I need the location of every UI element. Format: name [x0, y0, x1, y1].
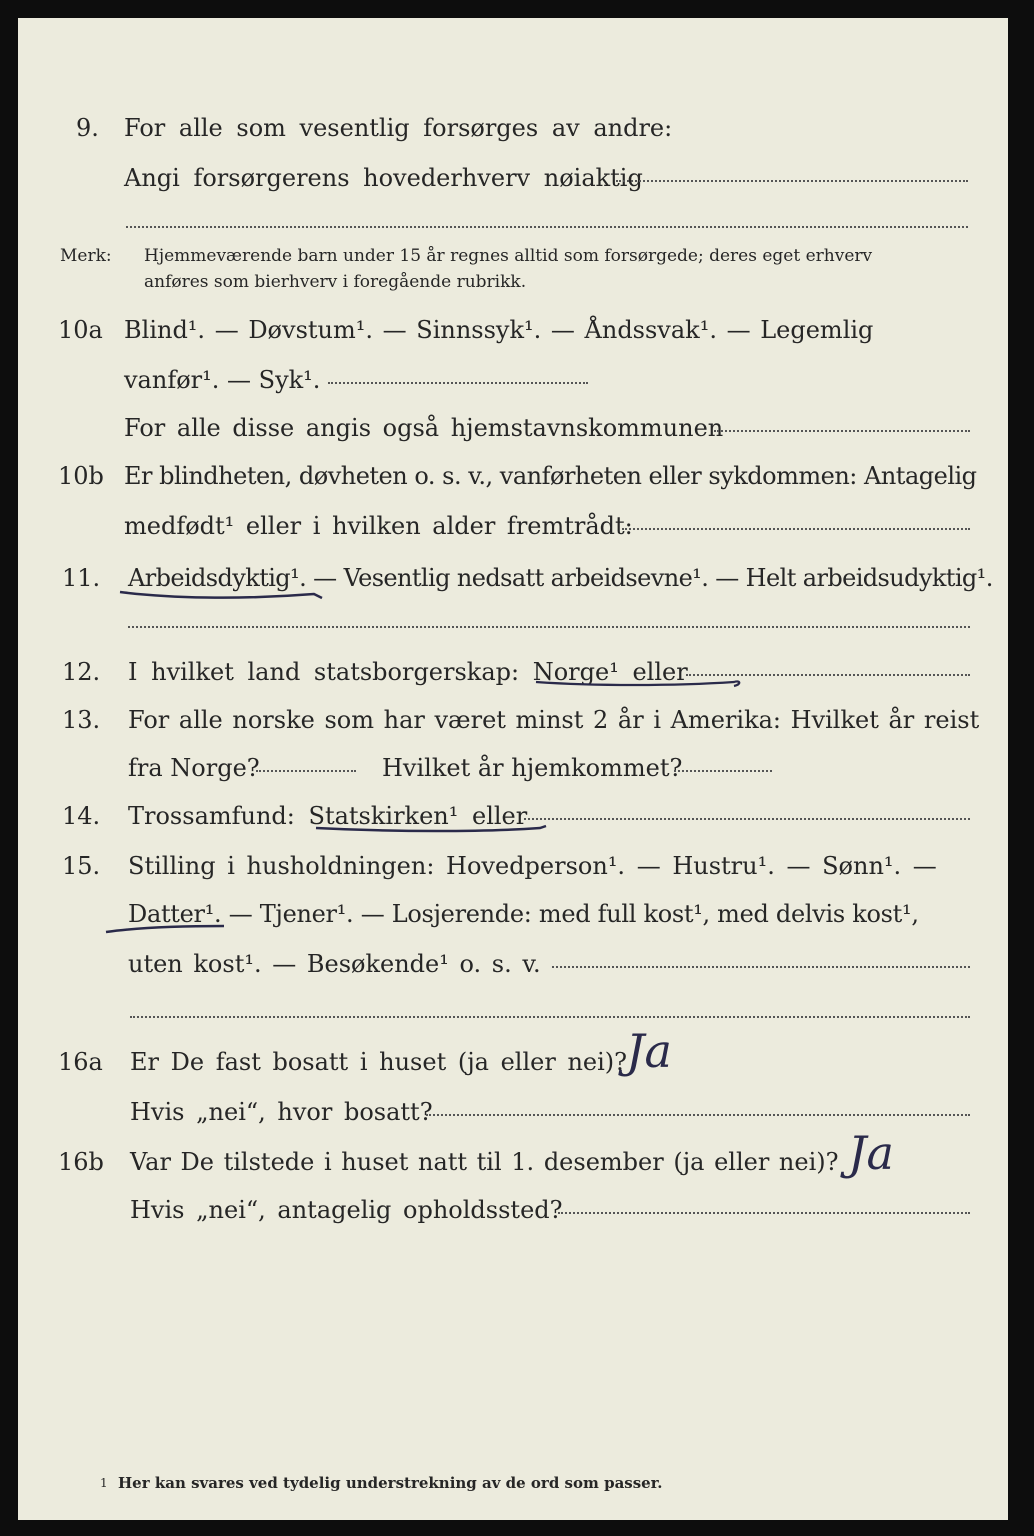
q15-answer-line[interactable]	[552, 966, 970, 968]
q14-number: 14.	[62, 802, 101, 830]
q12-answer-line[interactable]	[686, 674, 970, 676]
q16b-text-line2: Hvis „nei“, antagelig opholdssted?	[130, 1196, 563, 1224]
q13-hjemkommet-line[interactable]	[674, 770, 772, 772]
q9-answer-line-2[interactable]	[126, 226, 968, 228]
q13-reist-line[interactable]	[256, 770, 356, 772]
merk-label: Merk:	[60, 246, 112, 266]
q15-number: 15.	[62, 852, 101, 880]
q12-number: 12.	[62, 658, 101, 686]
q10a-text-line2: vanfør¹. — Syk¹.	[124, 366, 321, 394]
q13-number: 13.	[62, 706, 101, 734]
q10b-number: 10b	[58, 462, 104, 490]
q14-text-line1: Trossamfund: Statskirken¹ eller	[128, 802, 528, 830]
merk-text-line2: anføres som bierhverv i foregående rubrikk.	[144, 272, 527, 292]
q12-text-line1: I hvilket land statsborgerskap: Norge¹ eller	[128, 658, 688, 686]
q10b-text-line2: medfødt¹ eller i hvilken alder fremtrådt:	[124, 512, 633, 540]
q16b-text-line1: Var De tilstede i huset natt til 1. desember (ja eller nei)?	[130, 1148, 839, 1176]
q10a-text-line1: Blind¹. — Døvstum¹. — Sinnssyk¹. — Åndssvak¹. — Legemlig	[124, 316, 874, 344]
q15-answer-line-2[interactable]	[130, 1016, 970, 1018]
q14-answer-line[interactable]	[524, 818, 970, 820]
census-form-page	[18, 18, 1008, 1520]
q15-text-line1: Stilling i husholdningen: Hovedperson¹. — Hustru¹. — Sønn¹. —	[128, 852, 937, 880]
q14-handwritten-underline	[314, 820, 554, 838]
q16b-number: 16b	[58, 1148, 104, 1176]
footnote-text: Her kan svares ved tydelig understrekning av de ord som passer.	[118, 1474, 663, 1492]
q9-answer-line[interactable]	[616, 180, 968, 182]
q9-text-line2: Angi forsørgerens hovederhverv nøiaktig	[124, 164, 643, 192]
q10a-text-line3: For alle disse angis også hjemstavnskommunen	[124, 414, 724, 442]
q10a-answer-line[interactable]	[328, 382, 588, 384]
q11-answer-line[interactable]	[128, 626, 970, 628]
q11-text-line1: Arbeidsdyktig¹. — Vesentlig nedsatt arbeidsevne¹. — Helt arbeidsudyktig¹.	[128, 564, 993, 592]
merk-text-line1: Hjemmeværende barn under 15 år regnes alltid som forsørgede; deres eget erhverv	[144, 246, 873, 266]
footnote-mark: 1	[100, 1476, 108, 1490]
q15-text-line2: Datter¹. — Tjener¹. — Losjerende: med full kost¹, med delvis kost¹,	[128, 900, 919, 928]
q16a-handwritten-answer: Ja	[626, 1024, 672, 1078]
q16b-opholdssted-line[interactable]	[558, 1212, 970, 1214]
q10a-number: 10a	[58, 316, 103, 344]
q13-text-line2a: fra Norge?	[128, 754, 260, 782]
q16b-handwritten-answer: Ja	[848, 1126, 894, 1180]
q10b-text-line1: Er blindheten, døvheten o. s. v., vanførheten eller sykdommen: Antagelig	[124, 462, 977, 490]
q10b-answer-line[interactable]	[622, 528, 970, 530]
q16a-number: 16a	[58, 1048, 103, 1076]
q11-number: 11.	[62, 564, 101, 592]
q9-number: 9.	[76, 114, 99, 142]
q15-handwritten-underline	[104, 918, 234, 938]
q13-text-line2b: Hvilket år hjemkommet?	[382, 754, 683, 782]
q12-handwritten-underline	[534, 676, 744, 694]
q16a-bosatt-line[interactable]	[426, 1114, 970, 1116]
q11-handwritten-underline	[118, 584, 328, 604]
q15-text-line3: uten kost¹. — Besøkende¹ o. s. v.	[128, 950, 541, 978]
q16a-text-line2: Hvis „nei“, hvor bosatt?	[130, 1098, 433, 1126]
q10a-hjemstavn-line[interactable]	[714, 430, 970, 432]
q9-text-line1: For alle som vesentlig forsørges av andre:	[124, 114, 673, 142]
q16a-text-line1: Er De fast bosatt i huset (ja eller nei)?	[130, 1048, 628, 1076]
q13-text-line1: For alle norske som har været minst 2 år i Amerika: Hvilket år reist	[128, 706, 980, 734]
